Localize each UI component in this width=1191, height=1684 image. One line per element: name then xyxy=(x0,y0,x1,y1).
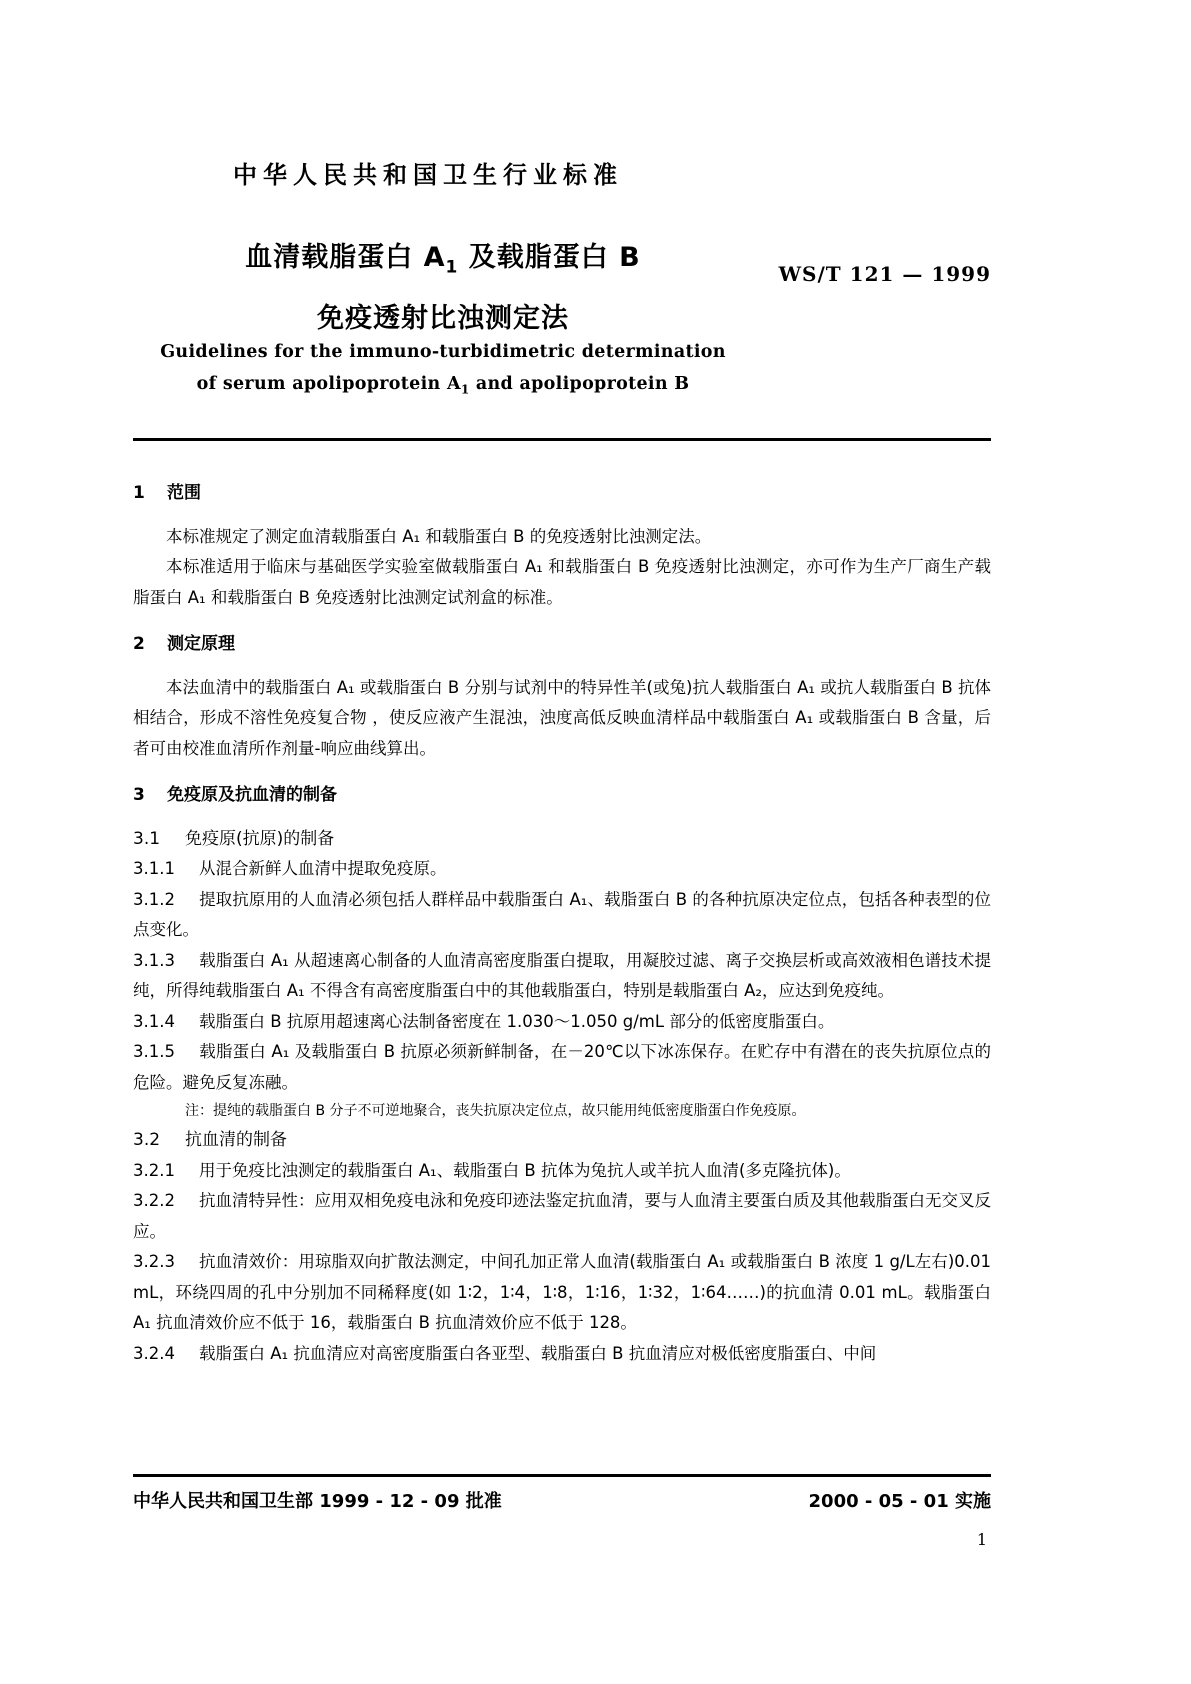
clause-3-2-1 xyxy=(133,1156,991,1187)
clause-3-1-2 xyxy=(133,885,991,946)
section-2-number: 2 xyxy=(133,634,145,654)
section-heading-3 xyxy=(133,780,991,811)
clause-3-2-4-text: 载脂蛋白 A₁ 抗血清应对高密度脂蛋白各亚型、载脂蛋白 B 抗血清应对极低密度脂蛋白、中间 xyxy=(199,1343,877,1363)
clause-3-2-1-number: 3.2.1 xyxy=(133,1160,175,1180)
clause-3-2-3-number: 3.2.3 xyxy=(133,1252,175,1271)
clause-3-1-5-note: 注：提纯的载脂蛋白 B 分子不可逆地聚合，丧失抗原决定位点，故只能用纯低密度脂蛋白作免疫原。 xyxy=(185,1103,806,1119)
section-heading-1 xyxy=(133,478,991,509)
page-number: 1 xyxy=(976,1530,987,1549)
clause-3-1-3-number: 3.1.3 xyxy=(133,950,175,970)
section-3-2-title: 抗血清的制备 xyxy=(185,1130,287,1150)
clause-3-1-2-number: 3.1.2 xyxy=(133,889,175,909)
clause-3-1-3-text: 载脂蛋白 A₁ 从超速离心制备的人血清高密度脂蛋白提取，用凝胶过滤、离子交换层析或高效液相色谱技术提纯，所得纯载脂蛋白 A₁ 不得含有高密度脂蛋白中的其他载脂蛋白，特别是载脂蛋白 A₂，应达到免疫纯。 xyxy=(133,950,991,1000)
title-cn-line-1 xyxy=(133,232,753,293)
section-1-title: 范围 xyxy=(167,483,201,503)
section-1-paragraph-1: 本标准规定了测定血清载脂蛋白 A₁ 和载脂蛋白 B 的免疫透射比浊测定法。 xyxy=(166,526,712,546)
clause-3-1-5-text: 载脂蛋白 A₁ 及载脂蛋白 B 抗原必须新鲜制备，在－20℃以下冰冻保存。在贮存中有潜在的丧失抗原位点的危险。避免反复冻融。 xyxy=(133,1042,991,1092)
title-en-line2-subscript: 1 xyxy=(460,382,470,397)
clause-3-1-1 xyxy=(133,854,991,885)
clause-3-1-5 xyxy=(133,1037,991,1098)
clause-3-1-2-text: 提取抗原用的人血清必须包括人群样品中载脂蛋白 A₁、载脂蛋白 B 的各种抗原决定位点，包括各种表型的位点变化。 xyxy=(133,889,991,939)
clause-3-1-1-number: 3.1.1 xyxy=(133,859,175,878)
section-3-number: 3 xyxy=(133,785,145,805)
section-2-paragraph-1: 本法血清中的载脂蛋白 A₁ 或载脂蛋白 B 分别与试剂中的特异性羊(或兔)抗人载脂蛋白 A₁ 或抗人载脂蛋白 B 抗体相结合，形成不溶性免疫复合物 ，使反应液产生混浊，浊度高低反映血清样品中载脂蛋白 A₁ 或载脂蛋白 B 含量，后者可由校准血清所作剂量-响应曲线算出。 xyxy=(133,677,991,758)
section-heading-3-1 xyxy=(133,824,991,855)
clause-3-2-2-number: 3.2.2 xyxy=(133,1191,175,1210)
title-cn-line-2: 免疫透射比浊测定法 xyxy=(317,303,569,335)
section-3-2-number: 3.2 xyxy=(133,1130,161,1150)
clause-3-2-1-text: 用于免疫比浊测定的载脂蛋白 A₁、载脂蛋白 B 抗体为兔抗人或羊抗人血清(多克隆抗体)。 xyxy=(199,1160,851,1180)
clause-3-2-2-text: 抗血清特异性：应用双相免疫电泳和免疫印迹法鉴定抗血清，要与人血清主要蛋白质及其他载脂蛋白无交叉反应。 xyxy=(133,1191,991,1241)
document-title-en xyxy=(133,336,753,406)
title-cn-line1-subscript: 1 xyxy=(445,257,459,278)
title-en-line2-part-b: and apolipoprotein B xyxy=(469,374,690,394)
section-2-title: 测定原理 xyxy=(167,634,235,654)
clause-3-1-3 xyxy=(133,946,991,1007)
clause-3-2-4-number: 3.2.4 xyxy=(133,1343,175,1363)
footer-approval-text: 中华人民共和国卫生部 1999 - 12 - 09 批准 xyxy=(133,1491,502,1512)
title-en-line-1: Guidelines for the immuno-turbidimetric determination xyxy=(160,342,726,362)
header-divider-rule xyxy=(133,438,991,441)
footer-divider-rule xyxy=(133,1474,991,1477)
footer-implementation-text: 2000 - 05 - 01 实施 xyxy=(808,1491,991,1512)
section-1-paragraph-2: 本标准适用于临床与基础医学实验室做载脂蛋白 A₁ 和载脂蛋白 B 免疫透射比浊测定，亦可作为生产厂商生产载脂蛋白 A₁ 和载脂蛋白 B 免疫透射比浊测定试剂盒的标准。 xyxy=(133,557,991,607)
section-heading-3-2 xyxy=(133,1125,991,1156)
clause-3-1-4 xyxy=(133,1007,991,1038)
clause-3-2-3-text: 抗血清效价：用琼脂双向扩散法测定，中间孔加正常人血清(载脂蛋白 A₁ 或载脂蛋白 B 浓度 1 g/L左右)0.01 mL，环绕四周的孔中分别加不同稀释度(如 1∶2，1∶4，1∶8，1∶16，1∶32，1∶64……)的抗血清 0.01 mL。载脂蛋白 A₁ 抗血清效价应不低于 16，载脂蛋白 B 抗血清效价应不低于 128。 xyxy=(133,1252,991,1332)
clause-3-1-5-number: 3.1.5 xyxy=(133,1042,175,1061)
section-3-1-number: 3.1 xyxy=(133,828,161,849)
clause-3-1-4-text: 载脂蛋白 B 抗原用超速离心法制备密度在 1.030～1.050 g/mL 部分的低密度脂蛋白。 xyxy=(199,1011,835,1031)
spacer xyxy=(133,613,991,629)
section-heading-2 xyxy=(133,629,991,660)
spacer xyxy=(133,815,991,824)
clause-3-2-3 xyxy=(133,1247,991,1339)
spacer xyxy=(133,664,991,673)
clause-3-2-2 xyxy=(133,1186,991,1247)
standard-number: WS/T 121 — 1999 xyxy=(778,262,991,286)
section-3-1-title: 免疫原(抗原)的制备 xyxy=(185,828,335,849)
spacer xyxy=(133,764,991,780)
clause-3-2-4 xyxy=(133,1339,991,1370)
clause-3-1-1-text: 从混合新鲜人血清中提取免疫原。 xyxy=(199,859,447,878)
document-title-cn xyxy=(133,232,753,345)
masthead-title: 中华人民共和国卫生行业标准 xyxy=(233,161,623,189)
title-cn-line1-part-a: 血清载脂蛋白 A xyxy=(245,242,446,273)
section-1-number: 1 xyxy=(133,483,145,503)
spacer xyxy=(133,513,991,522)
title-en-line2-part-a: of serum apolipoprotein A xyxy=(196,374,461,394)
document-body xyxy=(133,478,991,1369)
clause-3-1-4-number: 3.1.4 xyxy=(133,1011,175,1031)
section-3-title: 免疫原及抗血清的制备 xyxy=(167,785,337,805)
title-cn-line1-part-b: 及载脂蛋白 B xyxy=(458,242,641,273)
title-en-line-2 xyxy=(133,368,753,406)
page-content-area xyxy=(133,0,991,1684)
